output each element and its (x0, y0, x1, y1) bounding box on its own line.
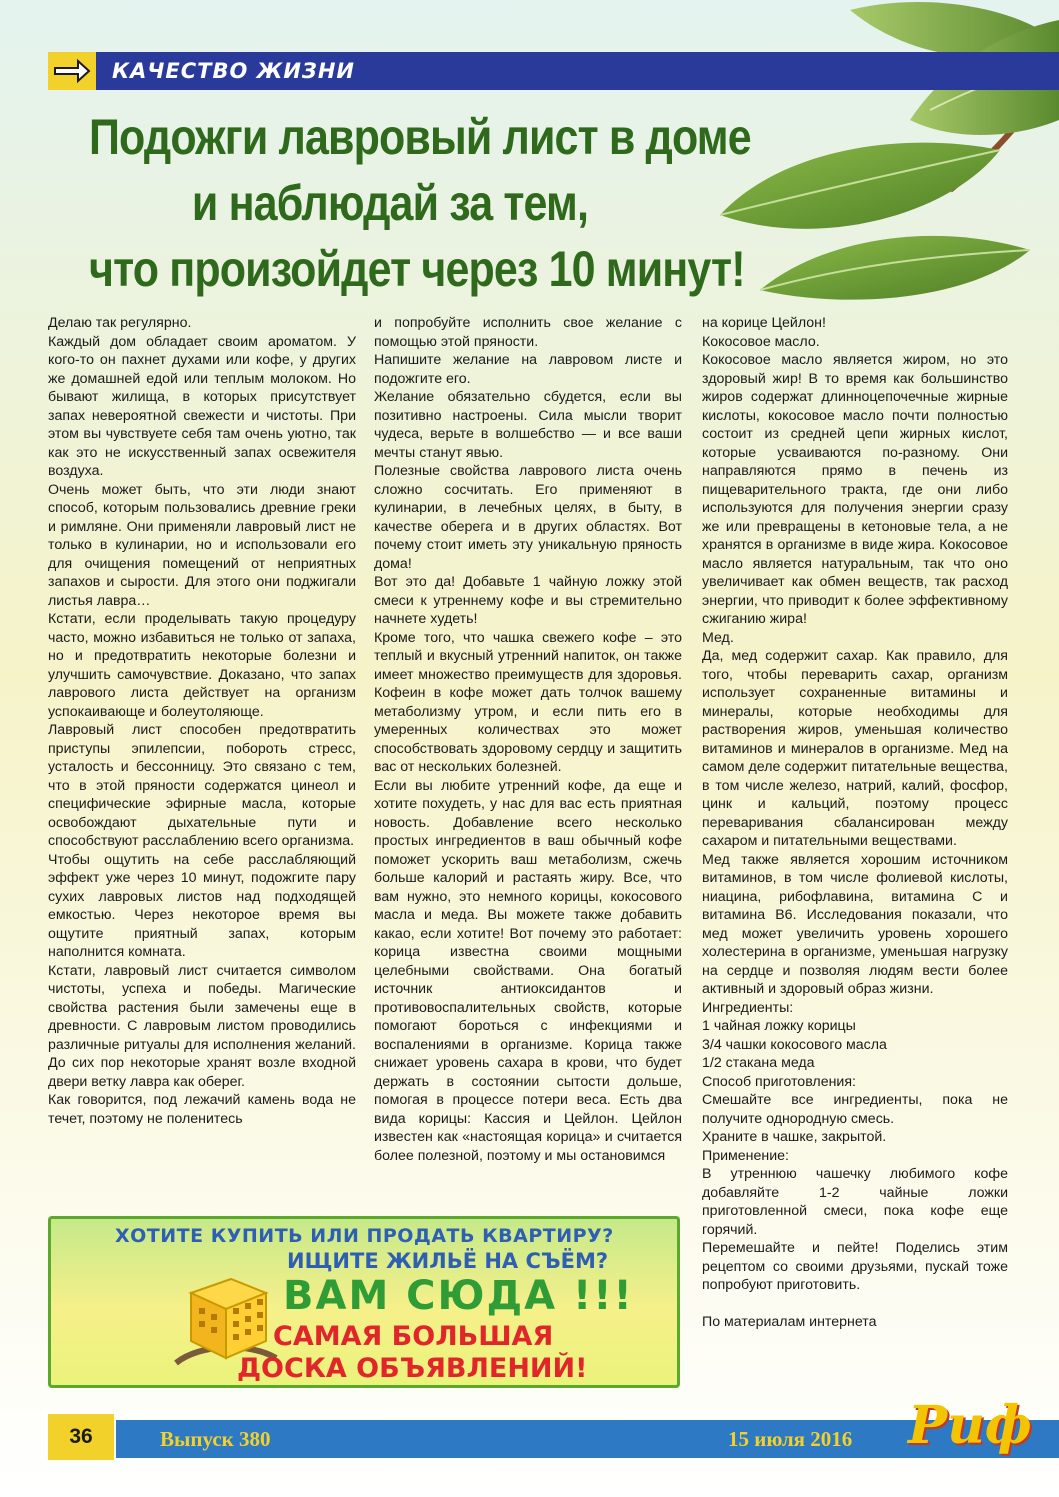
section-title: КАЧЕСТВО ЖИЗНИ (112, 59, 355, 83)
paragraph: Как говорится, под лежачий камень вода не течет, поэтому не поленитесь (48, 1092, 356, 1127)
paragraph: Да, мед содержит сахар. Как правило, для того, чтобы переварить сахар, организм использует сохраненные витамины и минералы, которые необходимы для растворения жиров, уменьшая количество витаминов и минералов в организме. Мед на самом деле содержит питательные вещества, в том числе железо, натрий, калий, фосфор, цинк и кальций, поэтому процесс переваривания сбалансирован между сахаром и питательными веществами. (702, 648, 1008, 849)
issue-date: 15 июля 2016 (728, 1427, 853, 1451)
classifieds-ad-banner[interactable] (48, 1216, 680, 1388)
paragraph: В утреннюю чашечку любимого кофе добавляйте 1-2 чайные ложки приготовленной смеси, пока кофе еще горячий. (702, 1166, 1008, 1238)
paragraph: Кстати, лавровый лист считается символом чистоты, успеха и победы. Магические свойства растения были замечены еще в древности. С лавровым листом проводились различные ритуалы для исполнения желаний. До сих пор некоторые хранят возле входной двери ветку лавра как оберег. (48, 962, 356, 1090)
paragraph: По материалам интернета (702, 1314, 877, 1330)
ad-line: САМАЯ БОЛЬШАЯ (273, 1321, 554, 1352)
headline-line: что произойдет через 10 минут! (89, 241, 745, 297)
paragraph: Если вы любите утренний кофе, да еще и хотите похудеть, у нас для вас есть приятная новость. Добавление всего несколько простых ингредиентов в ваш обычный кофе поможет ускорить ваш метаболизм, сжечь больше калорий и растаять жиру. Все, что вам нужно, это немного корицы, кокосового масла и меда. Вы можете также добавить какао, если хотите! Вот почему это работает: корица известна своими мощными целебными свойствами. Она богатый источник антиоксидантов и противовоспалительных свойств, которые помогают бороться с инфекциями и воспалениями в организме. Корица также снижает уровень сахара в крови, что будет держать в состоянии сытости дольше, помогая в процессе потери веса. Есть два вида корицы: Кассия и Цейлон. Цейлон известен как «настоящая корица» и считается более полезной, поэтому и мы остановимся (374, 777, 682, 1164)
paragraph: Мед также является хорошим источником витаминов, в том числе фолиевой кислоты, ниацина, рибофлавина, витамина С и витамина В6. Исследования показали, что мед может увеличить уровень хорошего холестерина в организме, уменьшая нагрузку на сердце и позволяя людям вести более активный и здоровый образ жизни. (702, 851, 1008, 997)
header-arrow-box (48, 52, 96, 90)
paragraph: 3/4 чашки кокосового масла (702, 1036, 887, 1053)
paragraph: 1 чайная ложку корицы (702, 1018, 856, 1034)
paragraph (702, 1295, 1008, 1314)
paragraph: Делаю так регулярно. (48, 315, 192, 331)
article-column-1 (48, 314, 356, 1214)
paragraph: Кроме того, что чашка свежего кофе – это теплый и вкусный утренний напиток, он также имеет множество преимуществ для здоровья. Кофеин в кофе может дать толчок вашему метаболизму утром, и если пить его в умеренных количествах это может способствовать здоровому сердцу и защитить вас от нескольких болезней. (374, 629, 682, 775)
article-column-2 (374, 314, 682, 1214)
paragraph: Перемешайте и пейте! Поделись этим рецептом со своими друзьями, пускай тоже попробуют приготовить. (702, 1240, 1008, 1293)
headline-line: Подожги лавровый лист в доме (89, 109, 751, 165)
paragraph: Мед. (702, 629, 734, 646)
paragraph: Вот это да! Добавьте 1 чайную ложку этой смеси к утреннему кофе и вы стремительно начнете худеть! (374, 574, 682, 627)
ad-headline: ВАМ СЮДА !!! (283, 1273, 634, 1319)
paragraph: Кокосовое масло. (702, 333, 820, 350)
paragraph: Кокосовое масло является жиром, но это здоровый жир! В то время как большинство жиров содержат длинноцепочечные жирные кислоты, кокосовое масло почти полностью состоит из средней цепи жирных кислот, которые усваиваются по-разному. Они направляются прямо в печень из пищеварительного тракта, где они либо используются для получения энергии сразу же или превращены в кетоновые тела, а не хранятся в организме в виде жира. Кокосовое масло является натуральным, так что оно увеличивает как обмен веществ, так расход энергии, что приводит к более эффективному сжиганию жира! (702, 352, 1008, 627)
paragraph: Лавровый лист способен предотвратить приступы эпилепсии, побороть стресс, усталость и бессонницу. Это связано с тем, что в этой пряности содержатся цинеол и специфические эфирные масла, которые освобождают дыхательные пути и способствуют расслаблению всего организма. (48, 722, 356, 849)
paragraph: и попробуйте исполнить свое желание с помощью этой пряности. (374, 315, 682, 350)
paragraph: Полезные свойства лаврового листа очень сложно сосчитать. Его применяют в кулинарии, в лечебных целях, в быту, в качестве оберега и в других областях. Вот почему стоит иметь эту уникальную пряность дома! (374, 463, 682, 572)
ad-line: ХОТИТЕ КУПИТЬ ИЛИ ПРОДАТЬ КВАРТИРУ? (115, 1225, 614, 1247)
paragraph: Желание обязательно сбудется, если вы позитивно настроены. Сила мысли творит чудеса, верьте в волшебство — и все ваши мечты станут явью. (374, 389, 682, 461)
paragraph: Способ приготовления: (702, 1073, 856, 1090)
ad-line: ИЩИТЕ ЖИЛЬЁ НА СЪЁМ? (287, 1249, 609, 1273)
arrow-icon (52, 58, 92, 84)
ad-line: ДОСКА ОБЪЯВЛЕНИЙ! (237, 1353, 588, 1384)
paragraph: Кстати, если проделывать такую процедуру часто, можно избавиться не только от запаха, но и предотвратить некоторые болезни и улучшить самочувствие. Доказано, что запах лаврового листа действует на организм успокаивающе и болеутоляюще. (48, 611, 356, 720)
paragraph: Ингредиенты: (702, 999, 794, 1016)
paragraph: Напишите желание на лавровом листе и подожгите его. (374, 352, 682, 387)
headline-line: и наблюдай за тем, (191, 175, 589, 231)
paragraph: на корице Цейлон! (702, 315, 826, 331)
bay-leaves-image (700, 0, 1059, 300)
article-headline (89, 104, 751, 302)
issue-number: Выпуск 380 (160, 1427, 271, 1451)
paragraph: Каждый дом обладает своим ароматом. У кого-то он пахнет духами или кофе, у других же домашней едой или теплым молоком. Но бывают жилища, в которых присутствует запах невероятной свежести и чистоты. При этом вы чувствуете себя там очень уютно, так как это не искусственный запах освежителя воздуха. (48, 333, 356, 479)
paragraph: Применение: (702, 1147, 789, 1164)
paragraph: 1/2 стакана меда (702, 1055, 815, 1071)
page-number: 36 (69, 1425, 93, 1448)
publication-logo: Риф (908, 1395, 1032, 1456)
paragraph: Чтобы ощутить на себе расслабляющий эффект уже через 10 минут, подожгите пару сухих лавровых листов над подходящей емкостью. Через некоторое время вы ощутите приятный запах, которым наполнится комната. (48, 851, 356, 960)
paragraph: Смешайте все ингредиенты, пока не получите однородную смесь. (702, 1092, 1008, 1127)
paragraph: Храните в чашке, закрытой. (702, 1129, 887, 1145)
paragraph: Очень может быть, что эти люди знают способ, которым пользовались древние греки и римляне. Они применяли лавровый лист не только в кулинарии, но и использовали его для очищения помещений от неприятных запахов и сырости. Для этого они поджигали листья лавра… (48, 481, 356, 609)
article-column-3 (702, 314, 1008, 1404)
